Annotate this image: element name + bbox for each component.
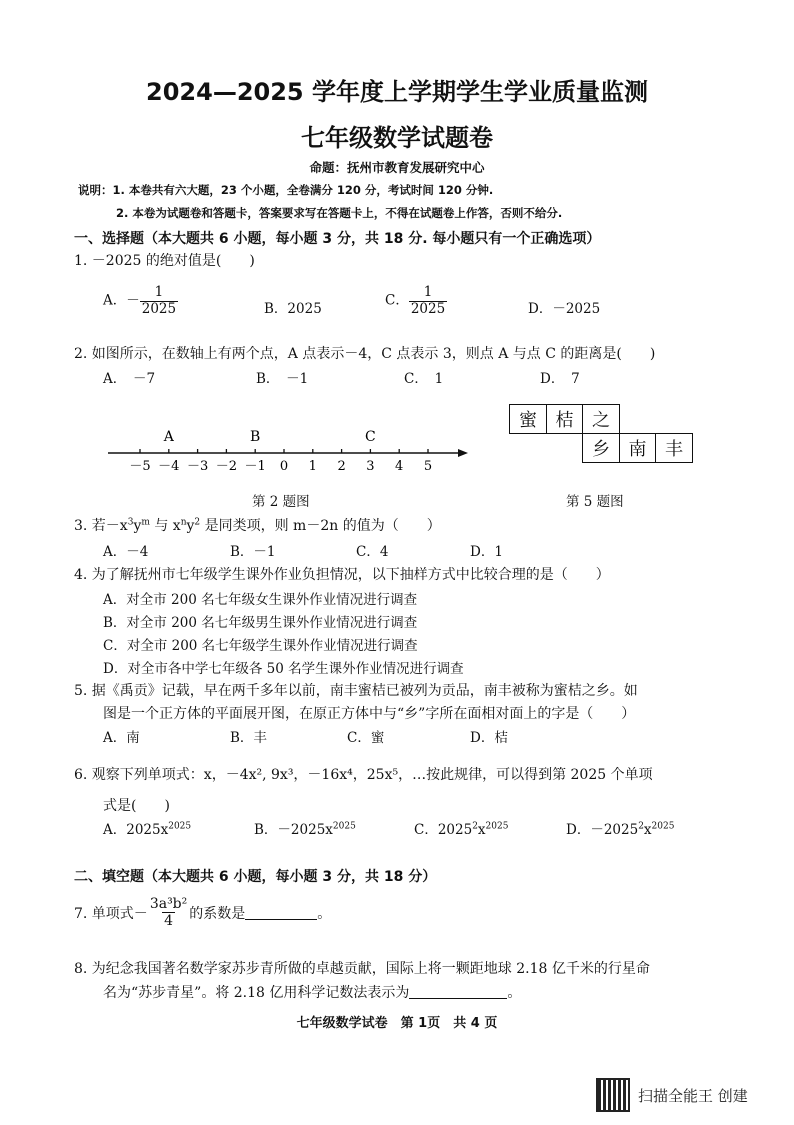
- exponent: 2025: [485, 821, 509, 832]
- number-line-point-label: C: [365, 429, 376, 445]
- question-8-line1: 8. 为纪念我国著名数学家苏步青所做的卓越贡献，国际上将一颗距地球 2.18 亿千米的行星命: [74, 961, 650, 977]
- question-1-option-b: B．2025: [264, 301, 322, 317]
- numerator: 3a³b²: [149, 896, 188, 912]
- question-1-option-d: D．－2025: [528, 301, 601, 317]
- question-1-option-a: [103, 285, 178, 317]
- question-4-stem: 4. 为了解抚州市七年级学生课外作业负担情况，以下抽样方式中比较合理的是（ ）: [74, 567, 610, 583]
- denominator: 2025: [410, 300, 446, 317]
- number-line-figure: [100, 420, 480, 480]
- scanner-watermark: 扫描全能王 创建: [638, 1087, 748, 1105]
- answer-blank: [245, 905, 317, 920]
- text: y: [186, 518, 195, 534]
- denominator: 2025: [141, 300, 177, 317]
- number-line-tick-label: 2: [337, 459, 346, 474]
- question-4-option-a: A．对全市 200 名七年级女生课外作业情况进行调查: [103, 592, 418, 608]
- question-5-stem-line1: 5. 据《禹贡》记载，早在两千多年以前，南丰蜜桔已被列为贡品，南丰被称为蜜桔之乡。如: [74, 683, 638, 699]
- text: 与 x: [149, 518, 181, 534]
- number-line-tick-label: －4: [158, 459, 180, 474]
- exponent: 2025: [332, 821, 356, 832]
- question-4-option-c: C．对全市 200 名七年级学生课外作业情况进行调查: [103, 638, 418, 654]
- question-6-option-b: [254, 818, 356, 838]
- number-line-tick-label: －5: [129, 459, 151, 474]
- question-2-stem: 2. 如图所示，在数轴上有两个点，A 点表示－4，C 点表示 3，则点 A 与点 C 的距离是( ): [74, 346, 656, 362]
- option-label: A．－: [103, 292, 140, 309]
- question-3-stem: [74, 515, 441, 535]
- number-line-point-label: B: [250, 429, 261, 445]
- denominator: 4: [164, 913, 173, 930]
- text: y: [133, 518, 142, 534]
- exponent: 2: [638, 821, 644, 832]
- question-6-stem-line2: 式是( ): [103, 798, 170, 814]
- question-5-option-a: A．南: [103, 730, 140, 746]
- question-5-option-c: C．蜜: [347, 730, 385, 746]
- net-cell: 南: [619, 433, 657, 463]
- question-3-option-c: C．4: [356, 544, 389, 560]
- number-line-point-label: A: [163, 429, 174, 445]
- author-line: 命题：抚州市教育发展研究中心: [309, 160, 485, 175]
- question-1-option-c: [385, 285, 447, 317]
- net-cell: 桔: [546, 404, 584, 434]
- exam-subtitle: 七年级数学试题卷: [301, 124, 493, 152]
- exponent: m: [141, 517, 150, 528]
- instruction-2: 2. 本卷为试题卷和答题卡，答案要求写在答题卡上，不得在试题卷上作答，否则不给分.: [116, 206, 563, 220]
- number-line-tick-label: 0: [279, 459, 289, 474]
- text: 3. 若－x: [74, 518, 128, 534]
- question-2-option-a: A． －7: [103, 371, 156, 387]
- text: x: [643, 822, 652, 838]
- question-6-stem-line1: 6. 观察下列单项式：x，－4x², 9x³，－16x⁴，25x⁵，…按此规律，可以得到第 2025 个单项: [74, 767, 653, 783]
- question-6-option-a: [103, 818, 191, 838]
- question-5-stem-line2: 图是一个正方体的平面展开图，在原正方体中与“乡”字所在面相对面上的字是（ ）: [103, 706, 636, 722]
- number-line-tick-label: －3: [186, 459, 209, 474]
- fraction: [409, 285, 447, 317]
- question-8-line2: [103, 982, 521, 1002]
- answer-blank: [409, 984, 507, 999]
- text: C．2025: [414, 822, 473, 838]
- exponent: 2: [472, 821, 478, 832]
- section-heading-fill: 二、填空题（本大题共 6 小题，每小题 3 分，共 18 分）: [74, 869, 437, 885]
- cube-net-figure: [509, 404, 709, 484]
- instruction-1: 说明：1. 本卷共有六大题，23 个小题，全卷满分 120 分，考试时间 120 分钟.: [78, 183, 494, 197]
- numerator: 1: [423, 284, 433, 300]
- text: 。: [507, 985, 522, 1001]
- question-7: [74, 896, 331, 929]
- question-2-option-c: C． 1: [404, 371, 444, 387]
- fraction: [140, 285, 178, 317]
- axis-arrow-icon: [458, 449, 468, 457]
- question-3-option-a: A．－4: [103, 544, 149, 560]
- net-cell: 乡: [582, 433, 620, 463]
- question-6-option-c: [414, 818, 508, 838]
- number-line-tick-label: 4: [395, 459, 404, 474]
- number-line-tick-label: 1: [308, 459, 317, 474]
- number-line-tick-label: －1: [244, 459, 266, 474]
- section-heading-choice: 一、选择题（本大题共 6 小题，每小题 3 分，共 18 分. 每小题只有一个正确选项）: [74, 231, 601, 247]
- exam-title: 2024—2025 学年度上学期学生学业质量监测: [146, 78, 648, 106]
- figure-2-caption: 第 2 题图: [252, 494, 310, 510]
- exponent: 3: [127, 517, 134, 528]
- question-3-option-d: D．1: [470, 544, 503, 560]
- exponent: 2025: [168, 821, 192, 832]
- question-1-stem: 1. －2025 的绝对值是( ): [74, 253, 255, 269]
- text: x: [477, 822, 486, 838]
- question-5-option-b: B．丰: [230, 730, 267, 746]
- number-line-tick-label: －2: [215, 459, 238, 474]
- qr-code-icon: [596, 1078, 630, 1112]
- exponent: n: [180, 517, 187, 528]
- number-line-tick-label: 3: [366, 459, 375, 474]
- question-2-option-d: D． 7: [540, 371, 580, 387]
- page-footer: 七年级数学试卷 第 1页 共 4 页: [296, 1016, 498, 1031]
- exponent: 2: [194, 517, 201, 528]
- number-line-tick-label: 5: [423, 459, 433, 474]
- text: 的系数是: [189, 905, 246, 922]
- net-cell: 之: [582, 404, 620, 434]
- numerator: 1: [154, 284, 164, 300]
- exponent: 2025: [651, 821, 675, 832]
- text: 。: [317, 905, 332, 922]
- text: A．2025x: [103, 822, 169, 838]
- question-5-option-d: D．桔: [470, 730, 508, 746]
- option-label: C．: [385, 292, 409, 309]
- question-3-option-b: B．－1: [230, 544, 276, 560]
- text: D．－2025: [566, 822, 639, 838]
- fraction: [148, 896, 189, 929]
- figure-5-caption: 第 5 题图: [566, 494, 624, 510]
- question-6-option-d: [566, 818, 674, 838]
- question-4-option-b: B．对全市 200 名七年级男生课外作业情况进行调查: [103, 615, 418, 631]
- text: 是同类项，则 m－2n 的值为（ ）: [200, 518, 441, 534]
- question-2-option-b: B． －1: [256, 371, 309, 387]
- net-cell: 蜜: [509, 404, 547, 434]
- question-4-option-d: D．对全市各中学七年级各 50 名学生课外作业情况进行调查: [103, 661, 464, 677]
- net-cell: 丰: [655, 433, 693, 463]
- text: 名为“苏步青星”。将 2.18 亿用科学记数法表示为: [103, 985, 410, 1001]
- text: B．－2025x: [254, 822, 333, 838]
- text: 7. 单项式－: [74, 905, 148, 922]
